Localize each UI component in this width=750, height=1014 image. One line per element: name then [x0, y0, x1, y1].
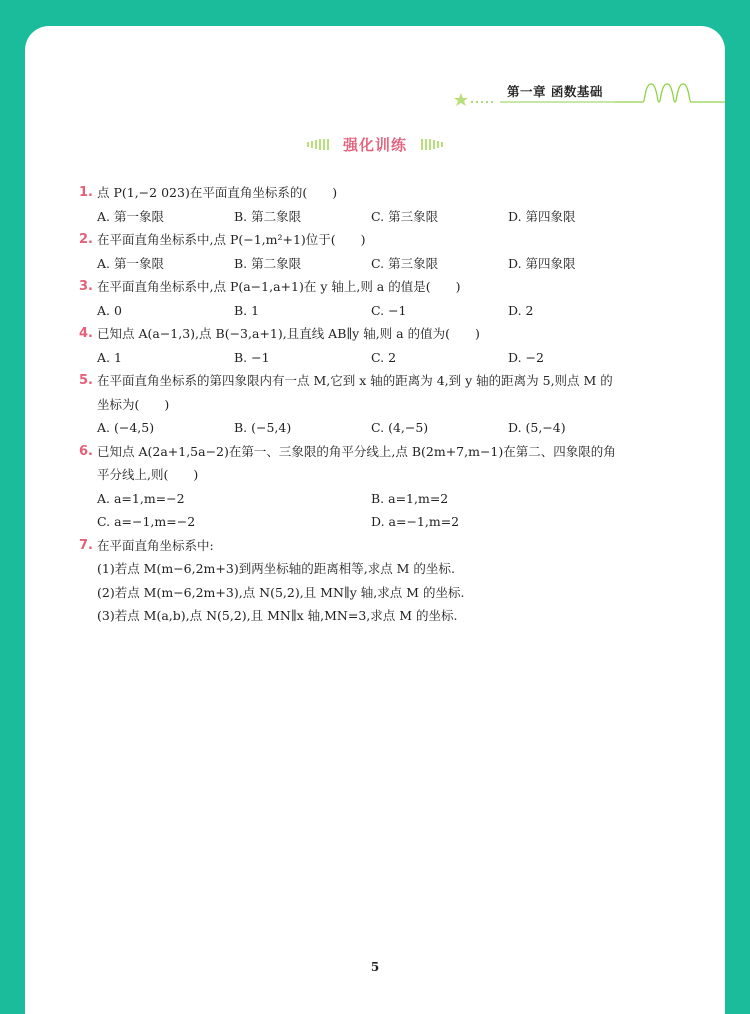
- question-text: 在平面直角坐标系中,点 P(a−1,a+1)在 y 轴上,则 a 的值是( ): [97, 279, 461, 294]
- wave-decoration: [615, 84, 725, 102]
- option-a: A. 1: [97, 349, 122, 365]
- option-d: D. −2: [508, 349, 544, 365]
- sub-question-3: (3)若点 M(a,b),点 N(5,2),且 MN∥x 轴,MN=3,求点 M 的坐标.: [97, 608, 458, 623]
- question-1: [79, 181, 703, 228]
- question-number: 2.: [79, 232, 93, 247]
- question-text: 点 P(1,−2 023)在平面直角坐标系的( ): [97, 185, 338, 200]
- left-bars-icon: [307, 139, 331, 150]
- options-row-1: [83, 487, 703, 511]
- option-b: B. (−5,4): [234, 420, 292, 435]
- option-c: C. 第三象限: [371, 208, 439, 224]
- right-bars-icon: [419, 139, 443, 150]
- options: [83, 205, 703, 229]
- option-d: D. 第四象限: [508, 255, 576, 271]
- header-decoration: [25, 26, 725, 116]
- question-text-continued: 平分线上,则( ): [97, 467, 199, 482]
- question-4: [79, 322, 703, 369]
- question-text-continued: 坐标为( ): [97, 396, 170, 412]
- option-d: D. 第四象限: [508, 208, 576, 224]
- question-number: 4.: [79, 326, 93, 341]
- question-6: [79, 440, 703, 534]
- question-number: 1.: [79, 185, 93, 200]
- question-3: [79, 275, 703, 322]
- question-number: 6.: [79, 443, 93, 459]
- option-c: C. (4,−5): [371, 420, 429, 435]
- question-text: 已知点 A(2a+1,5a−2)在第一、三象限的角平分线上,点 B(2m+7,m−1)在第二、四象限的角: [97, 443, 616, 459]
- option-b: B. 1: [234, 302, 260, 318]
- question-5: [79, 369, 703, 440]
- star-icon: [454, 93, 468, 106]
- option-a: A. 0: [97, 302, 122, 318]
- question-text: 已知点 A(a−1,3),点 B(−3,a+1),且直线 AB∥y 轴,则 a 的值为( ): [97, 326, 480, 341]
- option-a: A. 第一象限: [97, 208, 164, 224]
- options-row-2: [83, 510, 703, 534]
- option-b: B. a=1,m=2: [371, 490, 449, 506]
- option-b: B. 第二象限: [234, 208, 302, 224]
- option-a: A. 第一象限: [97, 255, 164, 271]
- option-b: B. 第二象限: [234, 255, 302, 271]
- question-number: 7.: [79, 537, 93, 553]
- question-7: [79, 534, 703, 628]
- question-list: [79, 181, 703, 628]
- page: [25, 26, 725, 1014]
- option-d: D. a=−1,m=2: [371, 514, 460, 529]
- page-number: 5: [370, 960, 380, 974]
- question-text: 在平面直角坐标系中,点 P(−1,m²+1)位于( ): [97, 232, 366, 247]
- option-d: D. 2: [508, 302, 534, 318]
- question-number: 5.: [79, 373, 93, 388]
- options: [83, 299, 703, 323]
- question-text: 在平面直角坐标系中:: [97, 537, 214, 553]
- question-2: [79, 228, 703, 275]
- section-heading: [25, 134, 725, 155]
- section-title: 强化训练: [342, 136, 407, 154]
- sub-question-2: (2)若点 M(m−6,2m+3),点 N(5,2),且 MN∥y 轴,求点 M 的坐标.: [97, 584, 465, 600]
- sub-question-1: (1)若点 M(m−6,2m+3)到两坐标轴的距离相等,求点 M 的坐标.: [97, 561, 455, 576]
- options: [83, 346, 703, 370]
- chapter-title: 第一章 函数基础: [507, 84, 603, 99]
- options: [83, 252, 703, 276]
- option-c: C. a=−1,m=−2: [97, 514, 196, 529]
- option-b: B. −1: [234, 349, 270, 365]
- chapter-header: [25, 26, 725, 116]
- question-number: 3.: [79, 279, 93, 294]
- option-a: A. (−4,5): [97, 420, 155, 435]
- option-c: C. 第三象限: [371, 255, 439, 271]
- option-a: A. a=1,m=−2: [97, 490, 185, 506]
- option-c: C. −1: [371, 302, 407, 318]
- option-c: C. 2: [371, 349, 397, 365]
- option-d: D. (5,−4): [508, 420, 566, 435]
- options: [83, 416, 703, 440]
- question-text: 在平面直角坐标系的第四象限内有一点 M,它到 x 轴的距离为 4,到 y 轴的距离为 5,则点 M 的: [97, 373, 613, 388]
